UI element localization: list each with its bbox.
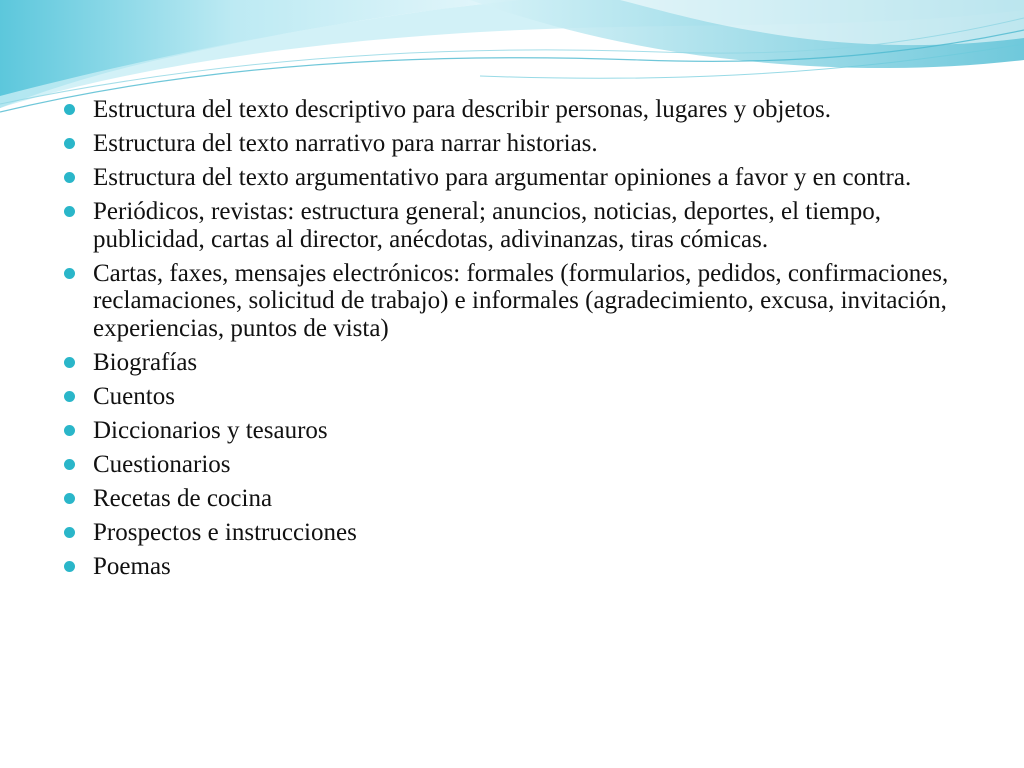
list-item-text: Cuentos xyxy=(93,382,175,410)
list-item-text: Prospectos e instrucciones xyxy=(93,518,357,546)
list-item-text: Cartas, faxes, mensajes electrónicos: formales (formularios, pedidos, confirmaciones, reclamaciones, solicitud de trabajo) e informales (agradecimiento, excusa, invitación, experiencias, puntos de vista) xyxy=(93,259,949,342)
bullet-dot-icon xyxy=(64,527,75,538)
list-item xyxy=(62,260,972,343)
list-item-text: Estructura del texto argumentativo para argumentar opiniones a favor y en contra. xyxy=(93,164,912,191)
bullet-dot-icon xyxy=(64,206,75,217)
bullet-dot-icon xyxy=(64,425,75,436)
bullet-dot-icon xyxy=(64,104,75,115)
list-item-text: Periódicos, revistas: estructura general; anuncios, noticias, deportes, el tiempo, publicidad, cartas al director, anécdotas, adivinanzas, tiras cómicas. xyxy=(93,198,881,253)
bullet-dot-icon xyxy=(64,459,75,470)
bullet-dot-icon xyxy=(64,561,75,572)
list-item-text: Recetas de cocina xyxy=(93,484,273,512)
list-item xyxy=(62,417,972,445)
list-item-text: Cuestionarios xyxy=(93,450,231,478)
list-item xyxy=(62,198,972,253)
list-item xyxy=(62,349,972,377)
list-item-text: Poemas xyxy=(93,552,171,580)
bullet-dot-icon xyxy=(64,172,75,183)
list-item xyxy=(62,164,972,192)
list-item xyxy=(62,451,972,479)
list-item-text: Biografías xyxy=(93,348,198,376)
list-item-text: Estructura del texto descriptivo para describir personas, lugares y objetos. xyxy=(93,96,831,123)
list-item xyxy=(62,553,972,581)
bullet-dot-icon xyxy=(64,268,75,279)
list-item xyxy=(62,519,972,547)
list-item xyxy=(62,485,972,513)
bullet-dot-icon xyxy=(64,391,75,402)
list-item xyxy=(62,130,972,158)
list-item-text: Estructura del texto narrativo para narrar historias. xyxy=(93,130,598,157)
bullet-dot-icon xyxy=(64,138,75,149)
bullet-dot-icon xyxy=(64,357,75,368)
list-item xyxy=(62,96,972,124)
bullet-list xyxy=(62,96,972,587)
list-item xyxy=(62,383,972,411)
bullet-dot-icon xyxy=(64,493,75,504)
list-item-text: Diccionarios y tesauros xyxy=(93,416,328,444)
